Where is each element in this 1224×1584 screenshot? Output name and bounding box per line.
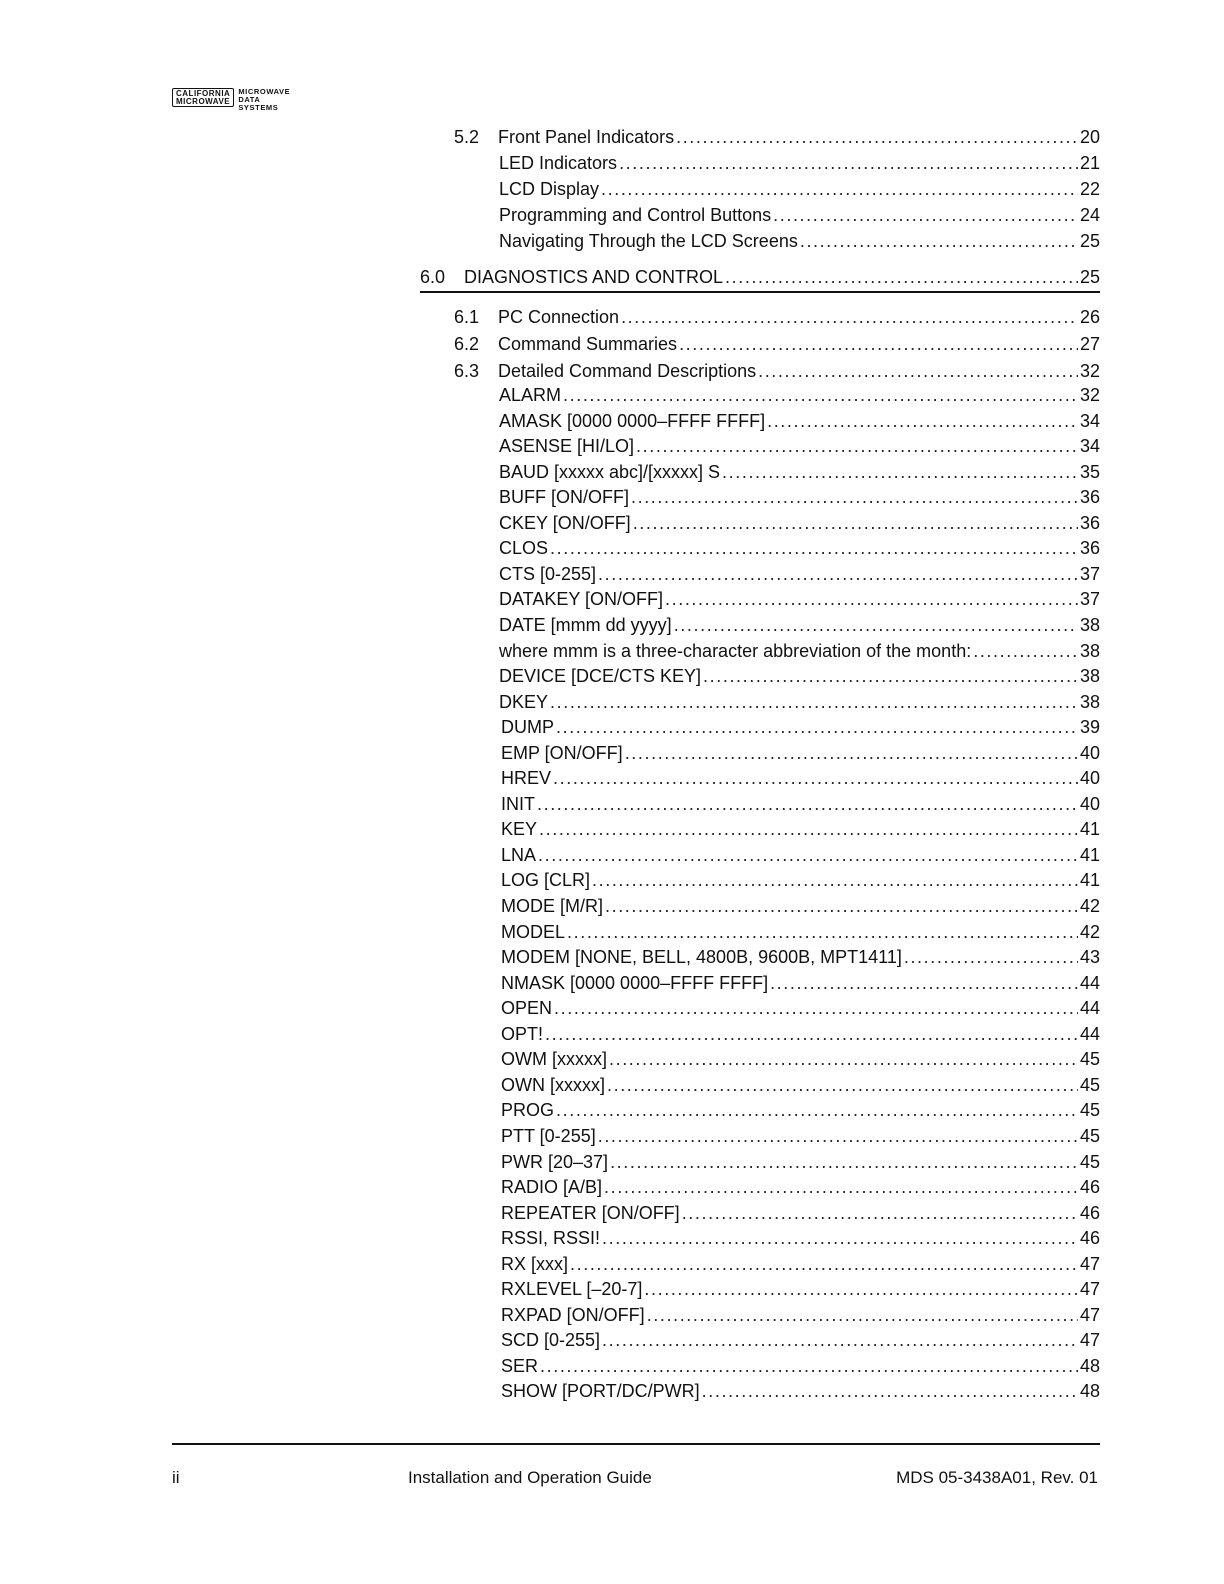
toc-entry-page: 44 — [1079, 998, 1100, 1019]
toc-dot-leader — [592, 869, 1078, 891]
toc-dot-leader — [605, 895, 1078, 917]
toc-entry[interactable] — [501, 716, 1100, 738]
toc-entry-title: NMASK [0000 0000–FFFF FFFF] — [501, 972, 769, 993]
toc-entry[interactable] — [499, 537, 1100, 559]
toc-dot-leader — [610, 1151, 1078, 1173]
toc-entry-page: 46 — [1079, 1177, 1100, 1198]
toc-entry[interactable] — [499, 563, 1100, 585]
toc-dot-leader — [553, 767, 1078, 789]
toc-entry-title: RSSI, RSSI! — [501, 1228, 601, 1249]
toc-dot-leader — [619, 152, 1078, 174]
toc-entry-page: 44 — [1079, 1023, 1100, 1044]
toc-entry-page: 47 — [1079, 1253, 1100, 1274]
toc-entry-page: 24 — [1079, 205, 1100, 225]
toc-dot-leader — [598, 563, 1078, 585]
toc-entry[interactable] — [501, 767, 1100, 789]
toc-entry[interactable] — [501, 1125, 1100, 1147]
toc-entry-title: REPEATER [ON/OFF] — [501, 1202, 680, 1223]
toc-entry-title: RXLEVEL [–20-7] — [501, 1279, 643, 1300]
toc-entry-title: BUFF [ON/OFF] — [499, 487, 629, 508]
toc-entry-title: SCD [0-255] — [501, 1330, 601, 1351]
toc-dot-leader — [563, 384, 1078, 406]
toc-entry-title: MODEM [NONE, BELL, 4800B, 9600B, MPT1411] — [501, 947, 902, 968]
toc-entry-page: 37 — [1079, 563, 1100, 584]
toc-entry-title: INIT — [501, 793, 535, 814]
toc-entry-page: 43 — [1079, 947, 1100, 968]
toc-entry-page: 36 — [1079, 512, 1100, 533]
toc-dot-leader — [539, 818, 1078, 840]
toc-entry-title: PROG — [501, 1100, 555, 1121]
toc-entry-page: 40 — [1079, 768, 1100, 789]
toc-dot-leader — [538, 844, 1078, 866]
toc-entry[interactable] — [499, 178, 1100, 200]
toc-entry-title: CTS [0-255] — [499, 563, 597, 584]
toc-dot-leader — [682, 1202, 1078, 1224]
toc-entry-page: 36 — [1079, 538, 1100, 559]
toc-entry-title: LNA — [501, 844, 537, 865]
toc-entry-page: 38 — [1079, 666, 1100, 687]
toc-entry-title: DIAGNOSTICS AND CONTROL — [464, 267, 724, 287]
toc-dot-leader — [554, 997, 1078, 1019]
toc-entry-page: 22 — [1079, 179, 1100, 199]
toc-dot-leader — [679, 333, 1078, 355]
toc-entry-page: 39 — [1079, 717, 1100, 738]
toc-dot-leader — [676, 126, 1078, 148]
toc-entry[interactable] — [501, 946, 1100, 968]
toc-entry[interactable] — [501, 1329, 1100, 1351]
toc-dot-leader — [567, 921, 1078, 943]
toc-entry[interactable] — [501, 844, 1100, 866]
toc-entry-title: Programming and Control Buttons — [499, 205, 772, 225]
toc-entry-title: BAUD [xxxxx abc]/[xxxxx] S — [499, 461, 721, 482]
toc-entry-page: 32 — [1079, 385, 1100, 405]
toc-entry-title: Navigating Through the LCD Screens — [499, 231, 798, 251]
toc-entry[interactable] — [501, 869, 1100, 891]
toc-entry-title: HREV — [501, 768, 552, 789]
toc-entry-page: 21 — [1079, 153, 1100, 173]
toc-entry-page: 41 — [1079, 870, 1100, 891]
toc-entry-page: 45 — [1079, 1125, 1100, 1146]
toc-entry-number: 6.3 — [454, 361, 480, 381]
toc-entry[interactable] — [454, 360, 1100, 382]
toc-entry-number: 6.1 — [454, 307, 480, 327]
logo-line: MICROWAVE — [176, 97, 231, 106]
toc-entry[interactable] — [499, 512, 1100, 534]
toc-dot-leader — [604, 1176, 1078, 1198]
toc-entry-title: DEVICE [DCE/CTS KEY] — [499, 666, 702, 687]
toc-entry-title: where mmm is a three-character abbreviation of the month: — [499, 640, 972, 661]
toc-entry-title: Front Panel Indicators — [498, 127, 675, 147]
toc-entry-title: CKEY [ON/OFF] — [499, 512, 631, 533]
toc-entry[interactable] — [499, 410, 1100, 432]
toc-entry[interactable] — [501, 742, 1100, 764]
toc-entry-page: 47 — [1079, 1330, 1100, 1351]
page-number: ii — [172, 1468, 180, 1487]
toc-entry-title: MODEL — [501, 921, 566, 942]
toc-dot-leader — [674, 614, 1078, 636]
toc-entry-page: 32 — [1079, 361, 1100, 381]
toc-entry[interactable] — [499, 435, 1100, 457]
toc-entry-page: 20 — [1079, 127, 1100, 147]
toc-entry[interactable] — [454, 126, 1100, 148]
toc-dot-leader — [904, 946, 1078, 968]
toc-entry-page: 45 — [1079, 1100, 1100, 1121]
toc-entry-page: 36 — [1079, 487, 1100, 508]
document-id: MDS 05-3438A01, Rev. 01 — [896, 1468, 1098, 1487]
toc-entry-title: Command Summaries — [498, 334, 678, 354]
toc-entry-page: 25 — [1079, 267, 1100, 287]
toc-entry-page: 44 — [1079, 972, 1100, 993]
toc-dot-leader — [625, 742, 1078, 764]
toc-entry[interactable] — [501, 895, 1100, 917]
toc-entry-title: ALARM — [499, 385, 562, 405]
toc-dot-leader — [770, 972, 1078, 994]
toc-entry[interactable] — [499, 204, 1100, 226]
toc-entry-number: 6.0 — [420, 267, 446, 287]
toc-dot-leader — [702, 1380, 1078, 1402]
toc-entry[interactable] — [501, 1176, 1100, 1198]
toc-entry[interactable] — [499, 614, 1100, 636]
toc-entry-title: OWM [xxxxx] — [501, 1049, 607, 1070]
toc-entry-title: OPEN — [501, 998, 553, 1019]
toc-entry-title: RX [xxx] — [501, 1253, 569, 1274]
logo-line: CALIFORNIA — [176, 89, 231, 98]
toc-entry-page: 41 — [1079, 844, 1100, 865]
toc-entry[interactable] — [501, 1023, 1100, 1045]
toc-entry[interactable] — [501, 972, 1100, 994]
toc-dot-leader — [540, 1355, 1078, 1377]
toc-entry[interactable] — [454, 333, 1100, 355]
toc-dot-leader — [703, 665, 1078, 687]
toc-entry[interactable] — [499, 486, 1100, 508]
toc-dot-leader — [647, 1304, 1078, 1326]
toc-entry-title: PC Connection — [498, 307, 620, 327]
toc-entry-page: 38 — [1079, 640, 1100, 661]
toc-entry-page: 47 — [1079, 1304, 1100, 1325]
toc-entry[interactable] — [501, 921, 1100, 943]
company-logo — [172, 88, 290, 112]
toc-entry-page: 34 — [1079, 436, 1100, 457]
toc-dot-leader — [773, 204, 1078, 226]
toc-dot-leader — [609, 1048, 1078, 1070]
footer-divider — [172, 1443, 1100, 1445]
toc-entry-page: 40 — [1079, 742, 1100, 763]
toc-dot-leader — [570, 1253, 1078, 1275]
toc-dot-leader — [602, 1329, 1078, 1351]
toc-entry-page: 45 — [1079, 1151, 1100, 1172]
toc-entry-page: 34 — [1079, 410, 1100, 431]
toc-entry-title: PWR [20–37] — [501, 1151, 609, 1172]
toc-entry-title: LCD Display — [499, 179, 600, 199]
toc-entry-page: 40 — [1079, 793, 1100, 814]
toc-dot-leader — [556, 716, 1078, 738]
toc-dot-leader — [722, 461, 1078, 483]
toc-entry-title: DATE [mmm dd yyyy] — [499, 614, 672, 635]
toc-entry-title: LOG [CLR] — [501, 870, 591, 891]
logo-wordmark — [238, 88, 290, 112]
toc-entry[interactable] — [499, 665, 1100, 687]
toc-dot-leader — [725, 266, 1078, 288]
toc-entry-page: 42 — [1079, 896, 1100, 916]
toc-entry[interactable] — [454, 306, 1100, 328]
toc-entry[interactable] — [501, 1074, 1100, 1096]
toc-entry-page: 41 — [1079, 819, 1100, 840]
toc-entry[interactable] — [499, 691, 1100, 713]
toc-entry-page: 38 — [1079, 691, 1100, 712]
toc-dot-leader — [550, 537, 1078, 559]
toc-entry[interactable] — [501, 1202, 1100, 1224]
toc-dot-leader — [598, 1125, 1078, 1147]
toc-entry[interactable] — [501, 1278, 1100, 1300]
toc-entry-title: LED Indicators — [499, 153, 618, 173]
toc-dot-leader — [633, 512, 1078, 534]
toc-entry[interactable] — [501, 1355, 1100, 1377]
toc-entry-title: SER — [501, 1355, 539, 1376]
toc-entry[interactable] — [501, 1048, 1100, 1070]
toc-entry-page: 45 — [1079, 1049, 1100, 1070]
toc-entry[interactable] — [499, 230, 1100, 252]
toc-entry-title: SHOW [PORT/DC/PWR] — [501, 1381, 700, 1402]
logo-line: DATA — [238, 95, 261, 104]
toc-entry-title: DKEY — [499, 691, 549, 712]
toc-dot-leader — [602, 1227, 1078, 1249]
toc-dot-leader — [545, 1023, 1078, 1045]
toc-entry-page: 38 — [1079, 614, 1100, 635]
toc-entry-title: RADIO [A/B] — [501, 1177, 603, 1198]
toc-entry-title: DUMP — [501, 717, 554, 738]
toc-entry-page: 27 — [1079, 334, 1100, 354]
toc-dot-leader — [767, 410, 1078, 432]
toc-entry-title: DATAKEY [ON/OFF] — [499, 589, 664, 610]
toc-entry[interactable] — [501, 1151, 1100, 1173]
toc-entry-number: 5.2 — [454, 127, 480, 147]
toc-entry-page: 46 — [1079, 1228, 1100, 1249]
toc-entry-page: 45 — [1079, 1074, 1100, 1095]
toc-entry-title: RXPAD [ON/OFF] — [501, 1304, 645, 1325]
toc-entry[interactable] — [499, 461, 1100, 483]
toc-entry[interactable] — [501, 818, 1100, 840]
toc-entry-page: 48 — [1079, 1381, 1100, 1402]
toc-dot-leader — [550, 691, 1078, 713]
document-title: Installation and Operation Guide — [408, 1468, 652, 1487]
toc-entry-number: 6.2 — [454, 334, 480, 354]
logo-line: SYSTEMS — [238, 103, 279, 112]
toc-entry[interactable] — [420, 266, 1100, 288]
toc-entry-page: 42 — [1079, 921, 1100, 942]
toc-entry-page: 37 — [1079, 589, 1100, 610]
toc-entry-title: OPT! — [501, 1023, 544, 1044]
toc-entry-title: CLOS — [499, 538, 549, 559]
toc-dot-leader — [644, 1278, 1078, 1300]
toc-entry[interactable] — [499, 384, 1100, 406]
toc-dot-leader — [800, 230, 1078, 252]
toc-entry[interactable] — [501, 997, 1100, 1019]
toc-entry[interactable] — [501, 1099, 1100, 1121]
toc-dot-leader — [636, 435, 1078, 457]
toc-entry-title: ASENSE [HI/LO] — [499, 436, 635, 457]
toc-dot-leader — [607, 1074, 1078, 1096]
toc-dot-leader — [758, 360, 1078, 382]
toc-dot-leader — [621, 306, 1078, 328]
toc-dot-leader — [631, 486, 1078, 508]
logo-line: MICROWAVE — [238, 87, 291, 96]
toc-entry-title: OWN [xxxxx] — [501, 1074, 605, 1095]
toc-entry-page: 35 — [1079, 461, 1100, 482]
toc-entry-title: PTT [0-255] — [501, 1125, 596, 1146]
toc-entry-page: 47 — [1079, 1279, 1100, 1300]
section-divider — [420, 291, 1100, 293]
toc-entry[interactable] — [501, 793, 1100, 815]
toc-entry-title: AMASK [0000 0000–FFFF FFFF] — [499, 410, 766, 431]
toc-entry-page: 46 — [1079, 1202, 1100, 1223]
toc-dot-leader — [556, 1099, 1078, 1121]
toc-entry[interactable] — [499, 640, 1100, 662]
toc-entry-title: KEY — [501, 819, 538, 840]
toc-entry[interactable] — [501, 1304, 1100, 1326]
toc-entry[interactable] — [499, 588, 1100, 610]
logo-mark — [172, 88, 234, 107]
toc-entry-title: MODE [M/R] — [501, 896, 603, 916]
toc-entry[interactable] — [501, 1380, 1100, 1402]
toc-entry-page: 26 — [1079, 307, 1100, 327]
toc-entry[interactable] — [499, 152, 1100, 174]
toc-entry[interactable] — [501, 1227, 1100, 1249]
toc-entry-title: Detailed Command Descriptions — [498, 361, 757, 381]
toc-entry-page: 25 — [1079, 231, 1100, 251]
toc-entry-title: EMP [ON/OFF] — [501, 742, 623, 763]
toc-dot-leader — [973, 640, 1078, 662]
toc-entry[interactable] — [501, 1253, 1100, 1275]
toc-entry-page: 48 — [1079, 1355, 1100, 1376]
toc-dot-leader — [601, 178, 1078, 200]
toc-dot-leader — [665, 588, 1078, 610]
toc-dot-leader — [537, 793, 1078, 815]
